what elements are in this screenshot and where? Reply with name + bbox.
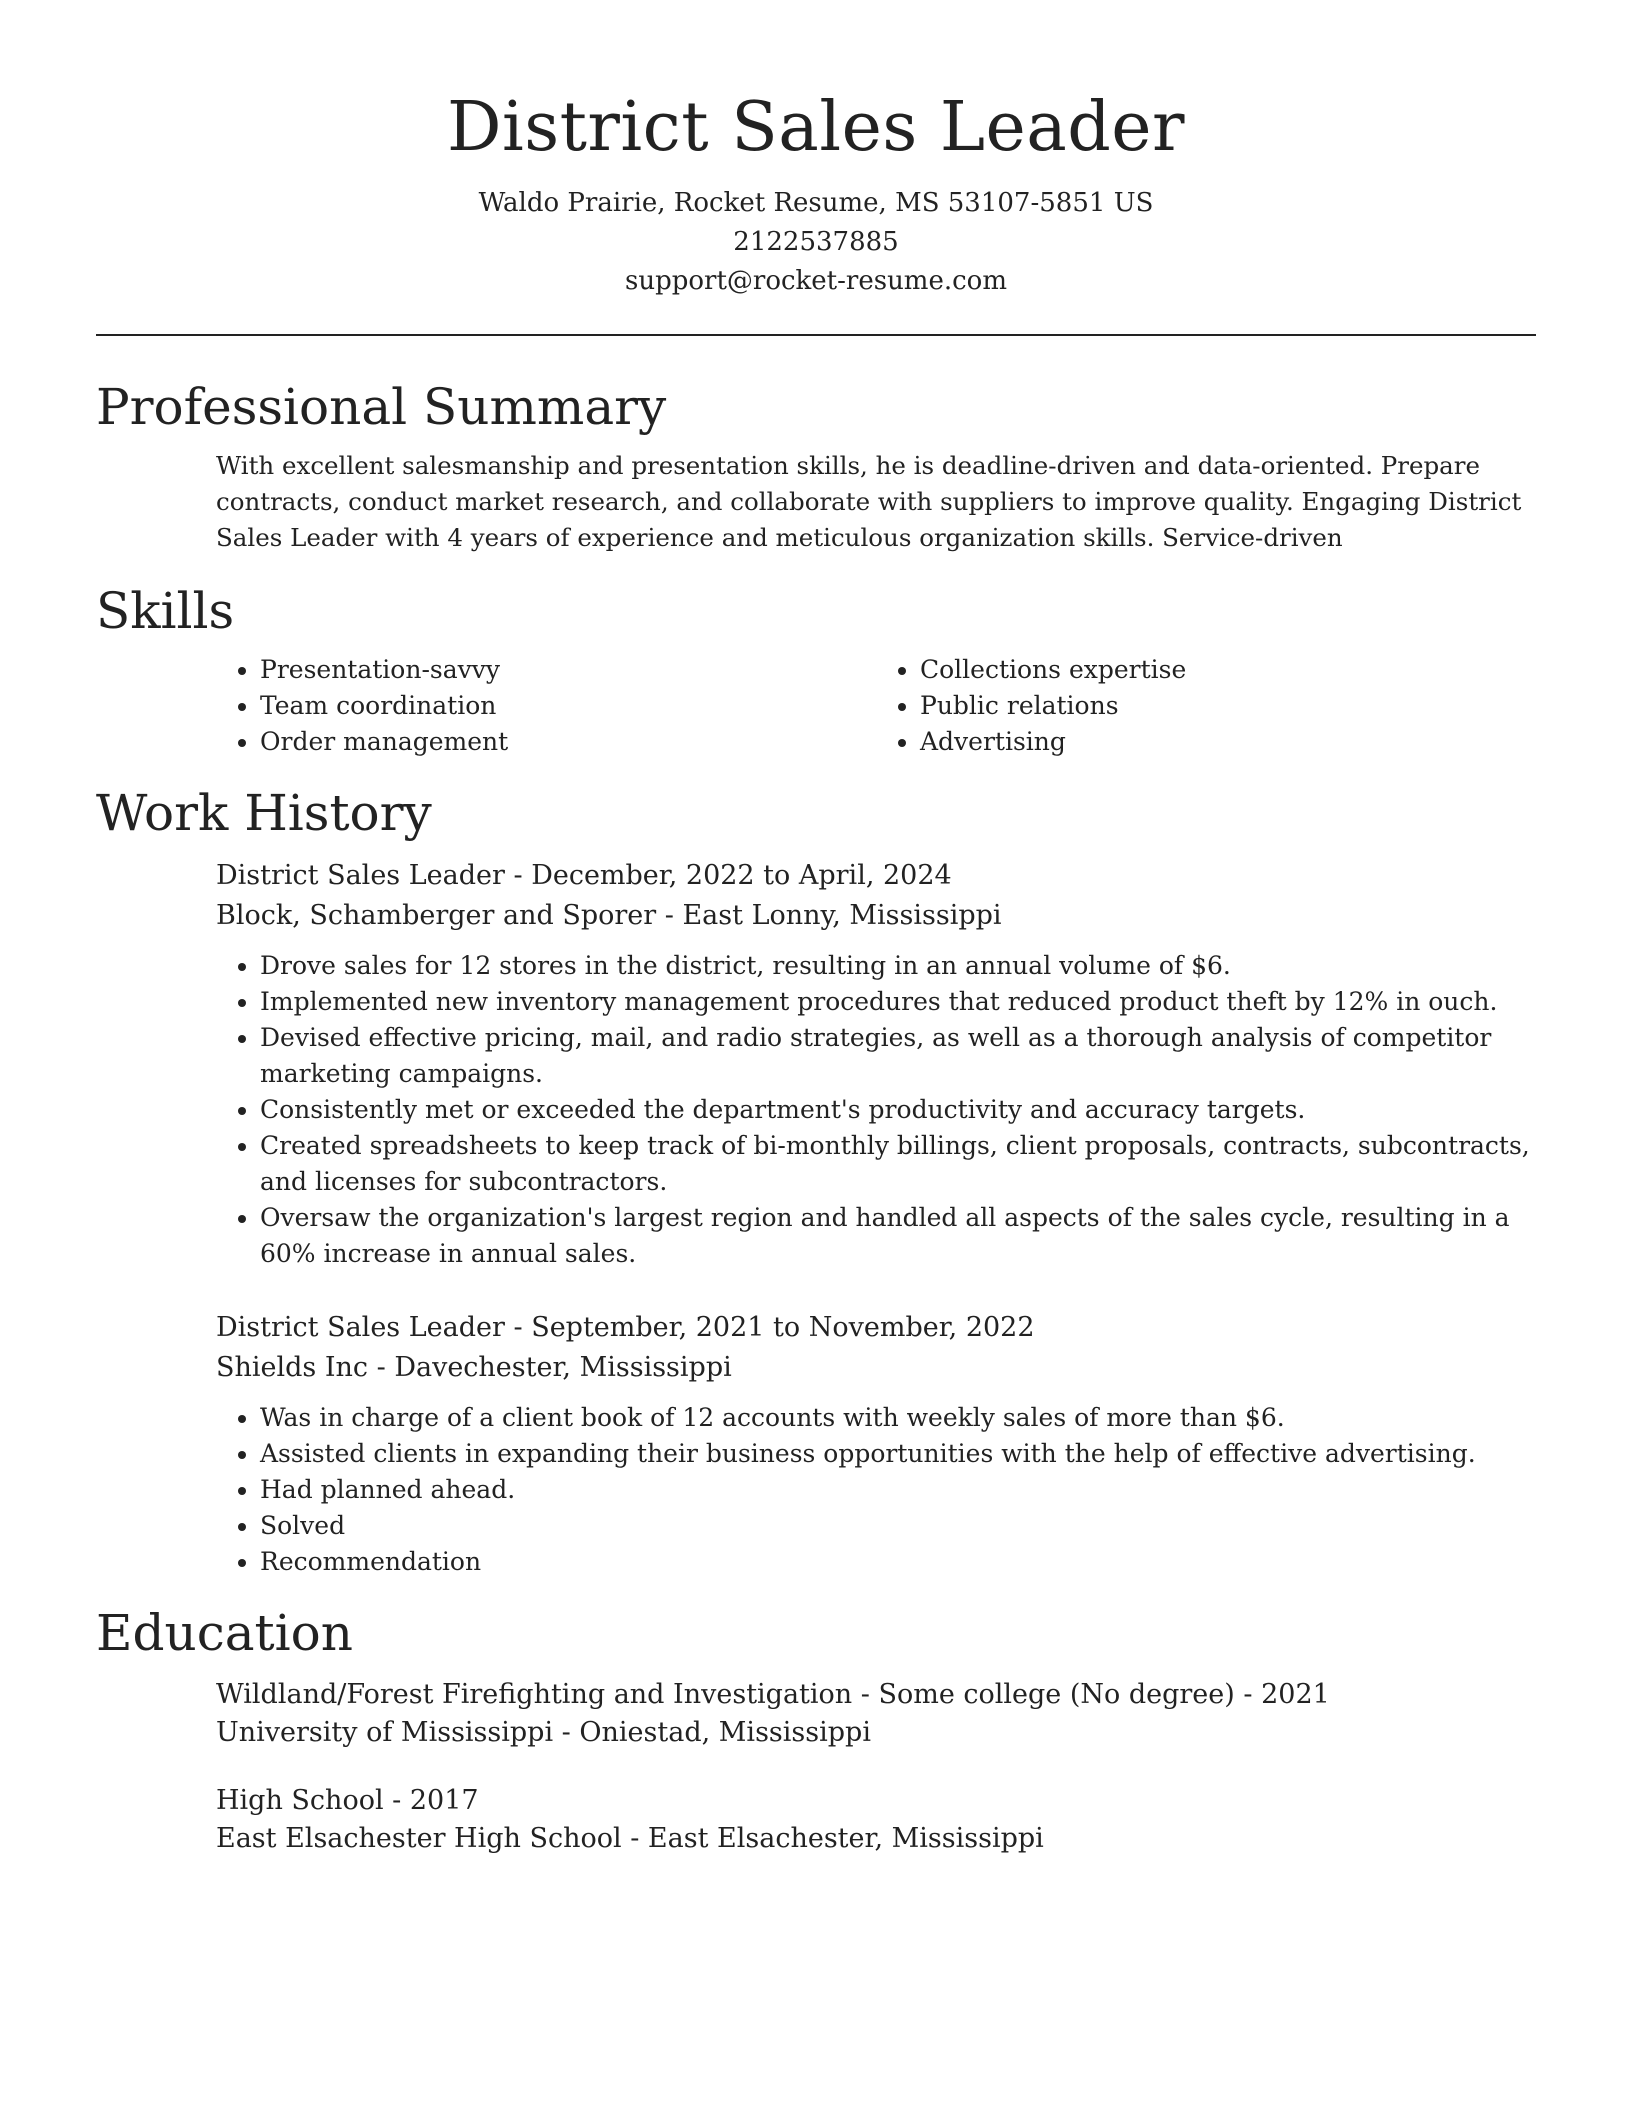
skills-heading: Skills: [96, 582, 235, 640]
job-company-line: Block, Schamberger and Sporer - East Lonny, Mississippi: [216, 900, 1002, 931]
summary-text: With excellent salesmanship and presentation skills, he is deadline-driven and data-oriented. Prepare contracts, conduct market research, and collaborate with suppliers to improve quality. Engaging District Sales Leader with 4 years of experience and meticulous organization skills. Service-driven: [216, 451, 1522, 552]
skills-column-left: [216, 652, 876, 760]
education-school-line: East Elsachester High School - East Elsachester, Mississippi: [216, 1823, 1044, 1854]
education-entry: [216, 1676, 1536, 1752]
resume-header: [96, 0, 1536, 301]
education-school-line: University of Mississippi - Oniestad, Mississippi: [216, 1717, 871, 1748]
job-bullet: • Oversaw the organization's largest region and handled all aspects of the sales cycle, resulting in a 60% increase in annual sales.: [260, 1200, 1536, 1272]
job-bullet: • Solved: [260, 1508, 1536, 1544]
skills-column-right: [876, 652, 1536, 760]
job-bullets: [216, 948, 1536, 1272]
skill-item: • Team coordination: [260, 688, 876, 724]
job-bullet: • Was in charge of a client book of 12 accounts with weekly sales of more than $6.: [260, 1400, 1536, 1436]
job-position-line: District Sales Leader - September, 2021 to November, 2022: [216, 1312, 1035, 1343]
job-bullet: • Assisted clients in expanding their business opportunities with the help of effective advertising.: [260, 1436, 1536, 1472]
job-bullet: • Created spreadsheets to keep track of bi-monthly billings, client proposals, contracts, subcontracts, and licenses for subcontractors.: [260, 1128, 1536, 1200]
education-degree-line: Wildland/Forest Firefighting and Investigation - Some college (No degree) - 2021: [216, 1679, 1330, 1710]
job-entry: [216, 856, 1536, 1272]
summary-heading: Professional Summary: [96, 378, 667, 436]
job-bullet: • Drove sales for 12 stores in the district, resulting in an annual volume of $6.: [260, 948, 1536, 984]
skill-item: • Order management: [260, 724, 876, 760]
candidate-title: District Sales Leader: [446, 88, 1186, 167]
job-bullet: • Devised effective pricing, mail, and radio strategies, as well as a thorough analysis of competitor marketing campaigns.: [260, 1020, 1536, 1092]
skill-item: • Collections expertise: [920, 652, 1536, 688]
job-entry: [216, 1308, 1536, 1580]
skill-item: • Public relations: [920, 688, 1536, 724]
job-company-line: Shields Inc - Davechester, Mississippi: [216, 1352, 732, 1383]
job-bullet: • Consistently met or exceeded the department's productivity and accuracy targets.: [260, 1092, 1536, 1128]
job-bullet: • Had planned ahead.: [260, 1472, 1536, 1508]
contact-address: Waldo Prairie, Rocket Resume, MS 53107-5851 US: [478, 188, 1154, 218]
skills-grid: [216, 652, 1536, 760]
job-bullet: • Recommendation: [260, 1544, 1536, 1580]
education-degree-line: High School - 2017: [216, 1785, 479, 1816]
header-divider: [96, 334, 1536, 336]
education-heading: Education: [96, 1604, 353, 1662]
job-bullet: • Implemented new inventory management procedures that reduced product theft by 12% in ouch.: [260, 984, 1536, 1020]
work-history-heading: Work History: [96, 784, 432, 842]
skill-item: • Advertising: [920, 724, 1536, 760]
contact-phone: 2122537885: [733, 227, 899, 257]
contact-block: [96, 184, 1536, 301]
job-bullets: [216, 1400, 1536, 1580]
contact-email: support@rocket-resume.com: [624, 266, 1007, 296]
education-entry: [216, 1782, 1536, 1858]
skill-item: • Presentation-savvy: [260, 652, 876, 688]
job-position-line: District Sales Leader - December, 2022 to April, 2024: [216, 860, 952, 891]
